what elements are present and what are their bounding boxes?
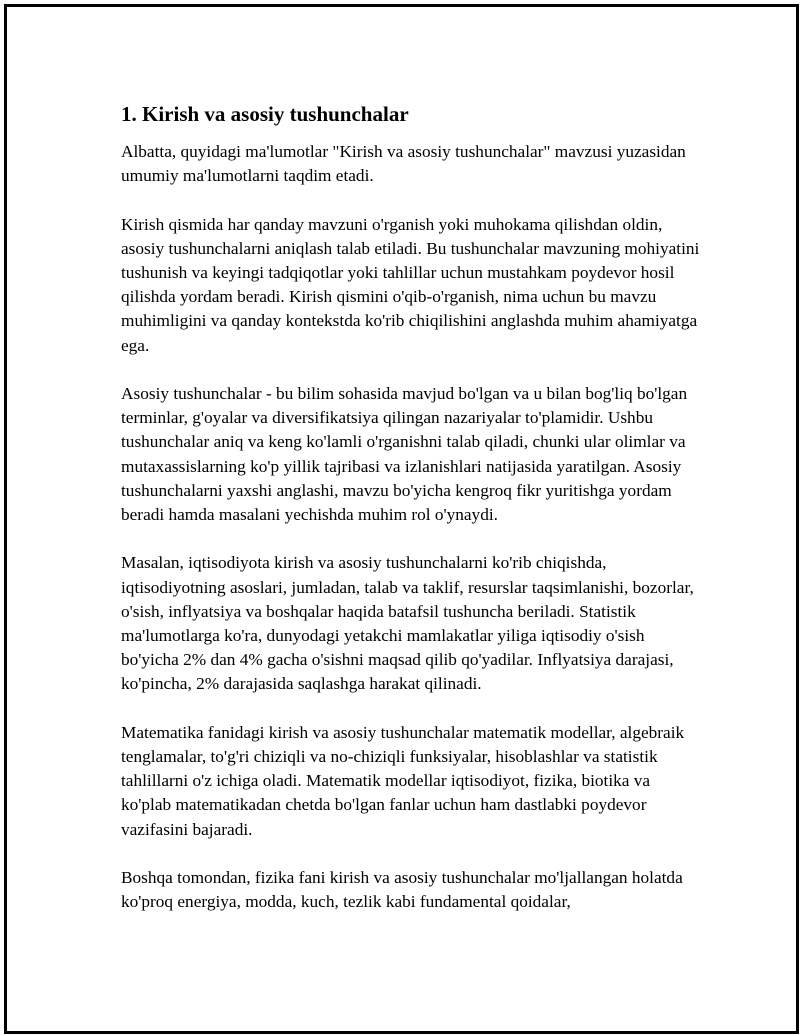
page-frame <box>4 4 799 1034</box>
paragraph-iqtisodiyot: Masalan, iqtisodiyota kirish va asosiy tushunchalarni ko'rib chiqishda, iqtisodiyotning asoslari, jumladan, talab va taklif, resurslar taqsimlanishi, bozorlar, o'sish, inflyatsiya va boshqalar haqida batafsil tushuncha beriladi. Statistik ma'lumotlarga ko'ra, dunyodagi yetakchi mamlakatlar yiliga iqtisodiy o'sish bo'yicha 2% dan 4% gacha o'sishni maqsad qilib qo'yadilar. Inflyatsiya darajasi, ko'pincha, 2% darajasida saqlashga harakat qilinadi. <box>121 553 694 694</box>
paragraph-intro: Albatta, quyidagi ma'lumotlar "Kirish va asosiy tushunchalar" mavzusi yuzasidan umumiy ma'lumotlarni taqdim etadi. <box>121 142 686 186</box>
paragraph-kirish: Kirish qismida har qanday mavzuni o'rganish yoki muhokama qilishdan oldin, asosiy tushunchalarni aniqlash talab etiladi. Bu tushunchalar mavzuning mohiyatini tushunish va keyingi tadqiqotlar yoki tahlillar uchun mustahkam poydevor hosil qilishda yordam beradi. Kirish qismini o'qib-o'rganish, nima uchun bu mavzu muhimligini va qanday kontekstda ko'rib chiqilishini anglashda muhim ahamiyatga ega. <box>121 214 700 355</box>
paragraph-matematika: Matematika fanidagi kirish va asosiy tushunchalar matematik modellar, algebraik tenglamalar, to'g'ri chiziqli va no-chiziqli funksiyalar, hisoblashlar va statistik tahlillarni o'z ichiga oladi. Matematik modellar iqtisodiyot, fizika, biotika va ko'plab matematikadan chetda bo'lgan fanlar uchun ham dastlabki poydevor vazifasini bajaradi. <box>121 722 685 839</box>
document-body <box>121 101 701 939</box>
paragraph-fizika: Boshqa tomondan, fizika fani kirish va asosiy tushunchalar mo'ljallangan holatda ko'proq energiya, modda, kuch, tezlik kabi fundamental qoidalar, <box>121 868 683 912</box>
paragraph-asosiy-tushunchalar: Asosiy tushunchalar - bu bilim sohasida mavjud bo'lgan va u bilan bog'liq bo'lgan terminlar, g'oyalar va diversifikatsiya qilingan nazariyalar to'plamidir. Ushbu tushunchalar aniq va keng ko'lamli o'rganishni talab qiladi, chunki ular olimlar va mutaxassislarning ko'p yillik tajribasi va izlanishlari natijasida yaratilgan. Asosiy tushunchalarni yaxshi anglashi, mavzu bo'yicha kengroq fikr yuritishga yordam beradi hamda masalani yechishda muhim rol o'ynaydi. <box>121 384 688 525</box>
section-heading: 1. Kirish va asosiy tushunchalar <box>121 102 409 126</box>
